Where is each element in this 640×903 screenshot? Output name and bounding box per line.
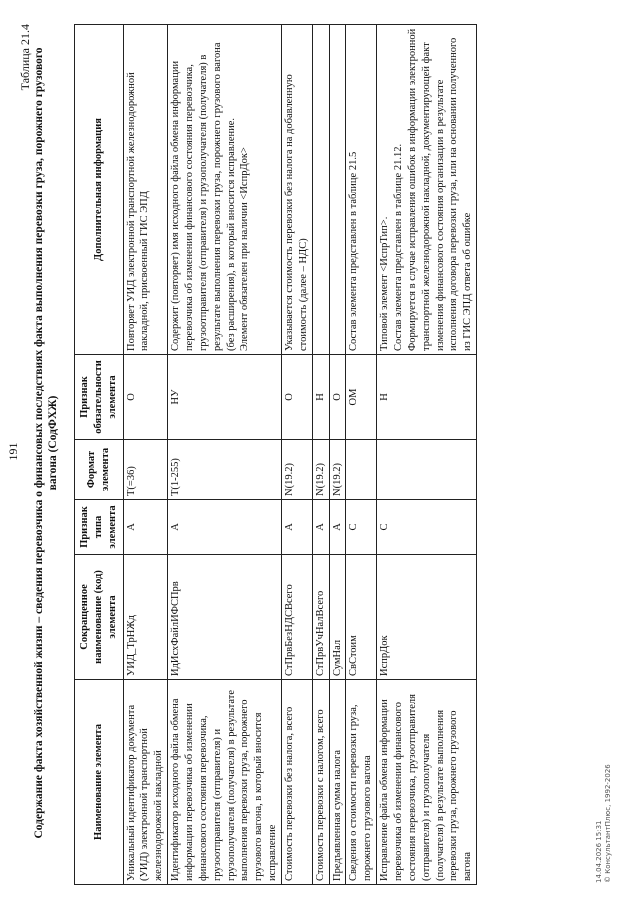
table-header-row bbox=[75, 25, 124, 885]
element-type-cell: С bbox=[377, 500, 477, 555]
spec-table bbox=[74, 24, 477, 885]
table-row bbox=[377, 25, 477, 885]
print-stamp bbox=[595, 764, 613, 883]
table-row bbox=[168, 25, 282, 885]
element-required-cell: НУ bbox=[168, 355, 282, 440]
table-row bbox=[282, 25, 313, 885]
column-header: Признак обязательности элемента bbox=[75, 355, 124, 440]
element-type-cell: А bbox=[168, 500, 282, 555]
element-format-cell: T(=36) bbox=[123, 440, 168, 500]
element-info-cell bbox=[329, 25, 346, 355]
table-row bbox=[346, 25, 377, 885]
element-format-cell: N(19.2) bbox=[329, 440, 346, 500]
column-header: Признак типа элемента bbox=[75, 500, 124, 555]
element-format-cell: N(19.2) bbox=[282, 440, 313, 500]
column-header: Формат элемента bbox=[75, 440, 124, 500]
column-header: Наименование элемента bbox=[75, 680, 124, 885]
element-code-cell: УИД_ТрНЖд bbox=[123, 555, 168, 680]
element-type-cell: С bbox=[346, 500, 377, 555]
element-code-cell: ИспрДок bbox=[377, 555, 477, 680]
element-info-cell: Типовой элемент <ИспрТип>. Состав элемента представлен в таблице 21.12. Формируется в случае исправления ошибок в информации электронной транспортной железнодорожной накладной, документирующей факт изменения финансового состояния организации в результате исполнения договора перевозки груза, или на основании полученного из ГИС ЭПД ответа об ошибке bbox=[377, 25, 477, 355]
element-format-cell bbox=[346, 440, 377, 500]
element-type-cell: А bbox=[123, 500, 168, 555]
stamp-date: 14.04.2026 15:31 bbox=[595, 820, 603, 883]
element-info-cell: Содержит (повторяет) имя исходного файла обмена информации перевозчика об изменении финансового состояния перевозчика, грузоотправителя (отправителя) и грузополучателя (получателя) в результате выполнения перевозки груза, порожнего грузового вагона (без расширения), в который вносится исправление. Элемент обязателен при наличии <ИспрДок> bbox=[168, 25, 282, 355]
element-name-cell: Идентификатор исходного файла обмена информации перевозчика об изменении финансового состояния перевозчика, грузоотправителя (отправителя) и грузополучателя (получателя) в результате выполнения перевозки груза, порожнего грузового вагона, в который вносится исправление bbox=[168, 680, 282, 885]
element-info-cell: Повторяет УИД электронной транспортной железнодорожной накладной, присвоенный ГИС ЭПД bbox=[123, 25, 168, 355]
element-type-cell: А bbox=[312, 500, 329, 555]
table-row bbox=[329, 25, 346, 885]
element-format-cell bbox=[377, 440, 477, 500]
element-required-cell: О bbox=[329, 355, 346, 440]
element-required-cell: ОМ bbox=[346, 355, 377, 440]
table-caption: Содержание факта хозяйственной жизни – сведения перевозчика о финансовых последствиях факта выполнения перевозки груза, порожнего грузового вагона (СодФХЖ) bbox=[33, 47, 60, 839]
element-info-cell: Состав элемента представлен в таблице 21.5 bbox=[346, 25, 377, 355]
element-name-cell: Стоимость перевозки с налогом, всего bbox=[312, 680, 329, 885]
table-row bbox=[312, 25, 329, 885]
element-name-cell: Предъявленная сумма налога bbox=[329, 680, 346, 885]
element-name-cell: Сведения о стоимости перевозки груза, порожнего грузового вагона bbox=[346, 680, 377, 885]
element-type-cell: А bbox=[282, 500, 313, 555]
page-number: 191 bbox=[6, 442, 20, 461]
element-info-cell: Указывается стоимость перевозки без налога на добавленную стоимость (далее – НДС) bbox=[282, 25, 313, 355]
column-header: Сокращенное наименование (код) элемента bbox=[75, 555, 124, 680]
element-required-cell: О bbox=[123, 355, 168, 440]
element-info-cell bbox=[312, 25, 329, 355]
element-name-cell: Уникальный идентификатор документа (УИД) электронной транспортной железнодорожной накладной bbox=[123, 680, 168, 885]
element-code-cell: СвСтоим bbox=[346, 555, 377, 680]
column-header: Дополнительная информация bbox=[75, 25, 124, 355]
element-required-cell: О bbox=[282, 355, 313, 440]
element-code-cell: ИдИсхФайлИФСПрв bbox=[168, 555, 282, 680]
element-name-cell: Стоимость перевозки без налога, всего bbox=[282, 680, 313, 885]
element-required-cell: Н bbox=[312, 355, 329, 440]
element-format-cell: T(1-255) bbox=[168, 440, 282, 500]
element-name-cell: Исправление файла обмена информации перевозчика об изменении финансового состояния перевозчика, грузоотправителя (отправителя) и грузополучателя (получателя) в результате выполнения перевозки груза, порожнего грузового вагона bbox=[377, 680, 477, 885]
element-code-cell: СумНал bbox=[329, 555, 346, 680]
stamp-source: © КонсультантПлюс, 1992-2026 bbox=[604, 764, 613, 883]
table-label: Таблица 21.4 bbox=[18, 24, 32, 91]
element-format-cell: N(19.2) bbox=[312, 440, 329, 500]
element-required-cell: Н bbox=[377, 355, 477, 440]
element-type-cell: А bbox=[329, 500, 346, 555]
table-row bbox=[123, 25, 168, 885]
element-code-cell: СтПрвБезНДСВсего bbox=[282, 555, 313, 680]
element-code-cell: СтПрвУчНалВсего bbox=[312, 555, 329, 680]
